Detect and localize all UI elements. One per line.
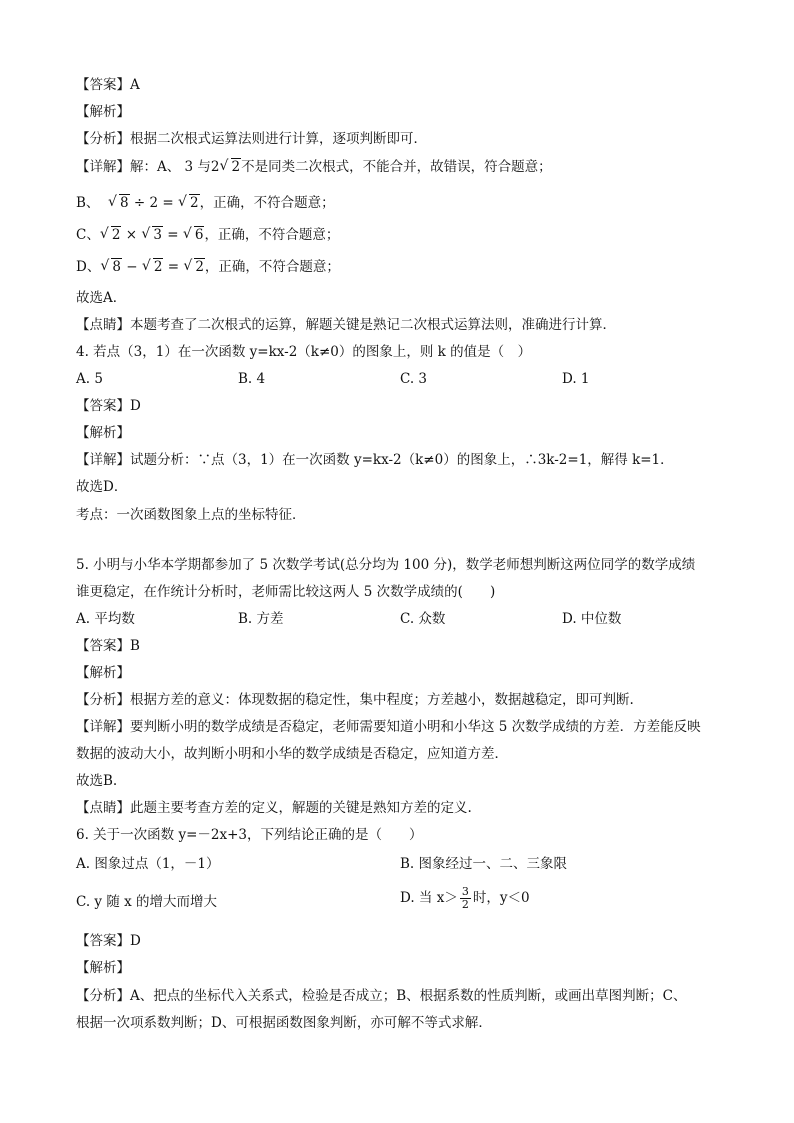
q5-analysis-summary: 【分析】根据方差的意义：体现数据的稳定性，集中程度；方差越小，数据越稳定，即可判断.: [76, 692, 634, 708]
coefficient: 2: [210, 159, 220, 175]
radicand: 2: [153, 259, 163, 275]
analysis-label: 【解析】: [76, 104, 130, 120]
detail-b-suffix: ，正确，不符合题意；: [199, 195, 335, 211]
fraction: [460, 886, 471, 911]
question-5-stem-line1: 5. 小明与小华本学期都参加了 5 次数学考试(总分均为 100 分)，数学老师想判断这两位同学的数学成绩: [76, 557, 696, 573]
detail-line-d: [76, 257, 734, 277]
q6-option-d-suffix: 时，y＜0: [472, 890, 530, 906]
option-c-label: C、: [76, 227, 100, 243]
radicand: 3: [153, 227, 162, 243]
q6-analysis-label: 【解析】: [76, 960, 130, 976]
fraction-numerator: 3: [461, 885, 469, 898]
sqrt-expression: [180, 193, 200, 213]
q5-option-b: B. 方差: [238, 611, 284, 627]
minus-operator: −: [126, 259, 138, 275]
q6-option-a: A. 图象过点（1，－1）: [76, 856, 220, 872]
question-5-stem-line2: 谁更稳定，在作统计分析时，老师需比较这两人 5 次数学成绩的( ): [76, 584, 496, 600]
sqrt-expression: [102, 225, 122, 245]
q4-answer: 【答案】D: [76, 398, 141, 414]
q5-answer: 【答案】B: [76, 638, 140, 654]
sqrt-expression: [185, 225, 205, 245]
radicand: 2: [111, 227, 121, 243]
q4-option-b: B. 4: [238, 371, 266, 387]
sqrt-expression: [143, 225, 163, 245]
commentary: 【点睛】本题考查了二次根式的运算，解题关键是熟记二次根式运算法则，准确进行计算．: [76, 317, 616, 333]
q5-commentary: 【点睛】此题主要考查方差的定义，解题的关键是熟知方差的定义.: [76, 800, 472, 816]
q4-option-d: D. 1: [562, 371, 590, 387]
radicand: 2: [231, 159, 241, 175]
radicand: 2: [195, 259, 204, 275]
detail-line-a: [76, 157, 734, 177]
radicand: 6: [194, 227, 204, 243]
sqrt-expression: [110, 193, 130, 213]
detail-line-c: [76, 225, 734, 245]
q5-option-a: A. 平均数: [76, 611, 135, 627]
q6-analysis-line2: 根据一次项系数判断；D、可根据函数图象判断，亦可解不等式求解．: [76, 1015, 492, 1031]
radicand: 8: [112, 259, 121, 275]
q5-detail-line2: 数据的波动大小，故判断小明和小华的数学成绩是否稳定，应知道方差．: [76, 746, 508, 762]
q4-option-c: C. 3: [400, 371, 428, 387]
equals-sign: =: [167, 227, 179, 243]
q6-option-d: [400, 886, 530, 911]
operator-expression: ÷ 2 =: [133, 195, 174, 211]
q6-option-b: B. 图象经过一、二、三象限: [400, 856, 568, 872]
q4-option-a: A. 5: [76, 371, 103, 387]
q5-option-d: D. 中位数: [562, 611, 622, 627]
multiply-operator: ×: [125, 227, 138, 243]
q6-analysis-line1: 【分析】A、把点的坐标代入关系式，检验是否成立；B、根据系数的性质判断，或画出草图判断；C、: [76, 988, 687, 1004]
detail-a-prefix: 【详解】解：A、 3 与: [76, 159, 211, 175]
q6-answer: 【答案】D: [76, 933, 141, 949]
fraction-denominator: 2: [461, 898, 469, 911]
sqrt-expression: [102, 257, 122, 277]
radicand: 8: [120, 195, 129, 211]
detail-line-b: [76, 193, 734, 213]
choice-conclusion: 故选A．: [76, 290, 127, 306]
detail-a-suffix: 不是同类二次根式，不能合并，故错误，符合题意；: [241, 159, 552, 175]
sqrt-expression: [222, 157, 242, 177]
detail-c-suffix: ，正确，不符合题意；: [204, 227, 340, 243]
q4-conclusion: 故选D．: [76, 479, 128, 495]
sqrt-expression: [185, 257, 205, 277]
q5-conclusion: 故选B.: [76, 773, 118, 789]
q5-option-c: C. 众数: [400, 611, 446, 627]
sqrt-expression: [144, 257, 164, 277]
q4-analysis-label: 【解析】: [76, 425, 130, 441]
q6-option-c: C. y 随 x 的增大而增大: [76, 894, 218, 910]
q4-detail: 【详解】试题分析：∵点（3，1）在一次函数 y=kx-2（k≠0）的图象上，∴3k-2=1，解得 k=1．: [76, 452, 674, 468]
question-6-stem: 6. 关于一次函数 y=－2x+3，下列结论正确的是（ ）: [76, 827, 423, 843]
radicand: 2: [190, 195, 199, 211]
option-d-label: D、: [76, 259, 101, 275]
q5-analysis-label: 【解析】: [76, 665, 130, 681]
answer-label: 【答案】A: [76, 77, 140, 93]
q6-option-d-prefix: D. 当 x＞: [400, 890, 458, 906]
option-b-label: B、: [76, 195, 100, 211]
q5-detail-line1: 【详解】要判断小明的数学成绩是否稳定，老师需要知道小明和小华这 5 次数学成绩的方差．方差能反映: [76, 719, 701, 735]
equals-sign: =: [167, 259, 180, 275]
question-4-stem: 4. 若点（3，1）在一次函数 y=kx-2（k≠0）的图象上，则 k 的值是（ ）: [76, 344, 532, 360]
analysis-summary: 【分析】根据二次根式运算法则进行计算，逐项判断即可．: [76, 131, 427, 147]
q4-knowledge-point: 考点：一次函数图象上点的坐标特征．: [76, 507, 306, 523]
detail-d-suffix: ，正确，不符合题意；: [204, 259, 340, 275]
